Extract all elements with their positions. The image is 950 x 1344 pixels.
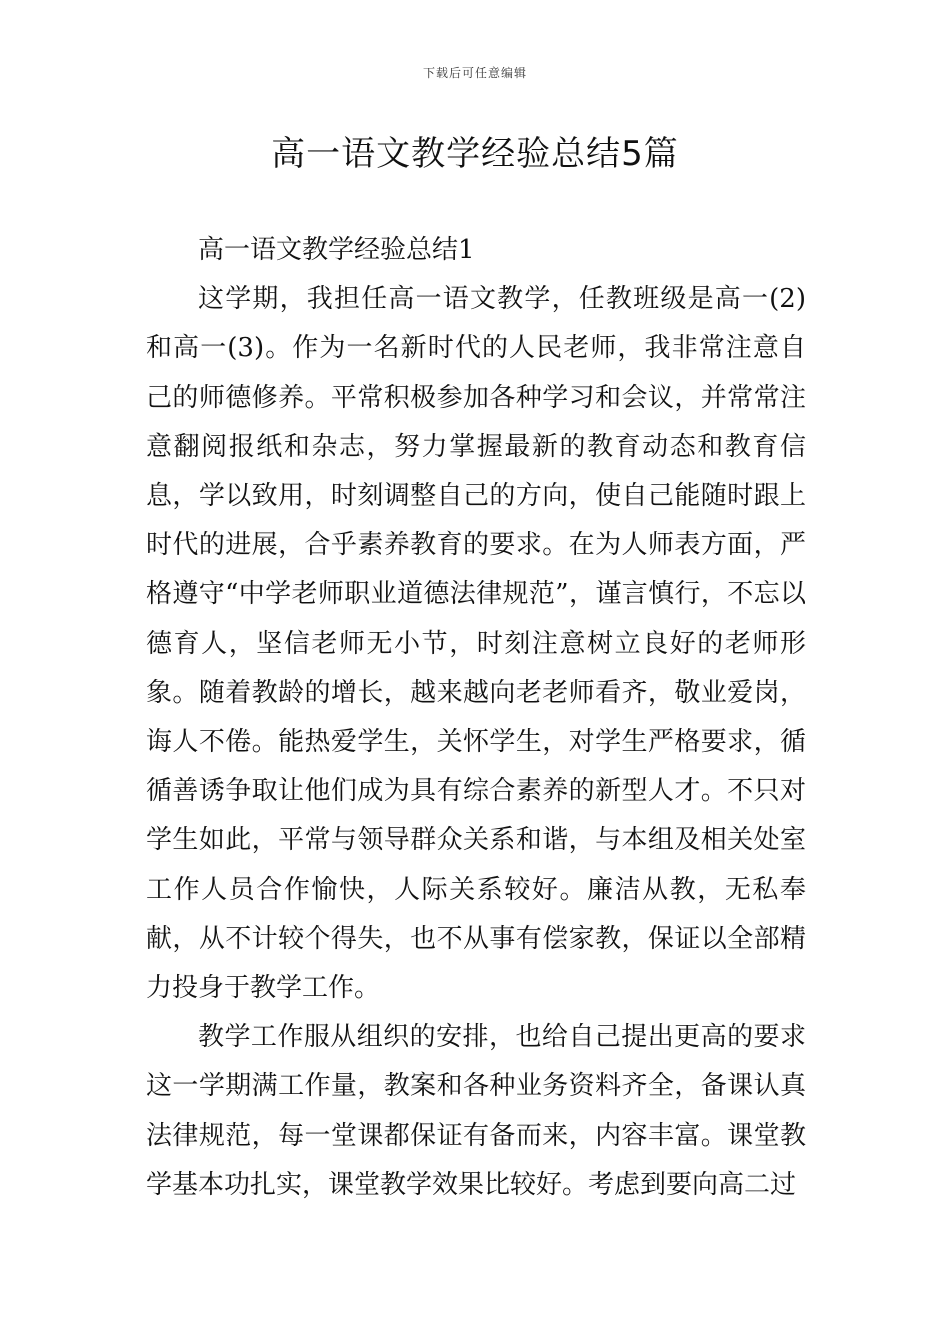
paragraph-2: 教学工作服从组织的安排，也给自己提出更高的要求这一学期满工作量，教案和各种业务资料齐全，备课认真法律规范，每一堂课都保证有备而来，内容丰富。课堂教学基本功扎实，课堂教学效果比较好。考虑到要向高二过 [146,1022,806,1200]
paragraph-1: 这学期，我担任高一语文教学，任教班级是高一(2)和高一(3)。作为一名新时代的人民老师，我非常注意自己的师德修养。平常积极参加各种学习和会议，并常常注意翻阅报纸和杂志，努力掌握最新的教育动态和教育信息，学以致用，时刻调整自己的方向，使自己能随时跟上时代的进展，合乎素养教育的要求。在为人师表方面，严格遵守“中学老师职业道德法律规范”，谨言慎行，不忘以德育人，坚信老师无小节，时刻注意树立良好的老师形象。随着教龄的增长，越来越向老老师看齐，敬业爱岗，诲人不倦。能热爱学生，关怀学生，对学生严格要求，循循善诱争取让他们成为具有综合素养的新型人才。不只对学生如此，平常与领导群众关系和谐，与本组及相关处室工作人员合作愉快，人际关系较好。廉洁从教，无私奉献，从不计较个得失，也不从事有偿家教，保证以全部精力投身于教学工作。 [146,284,806,1004]
document-title: 高一语文教学经验总结5篇 [271,134,679,174]
header-note: 下载后可任意编辑 [422,66,527,80]
document-body [146,226,806,1210]
section-heading: 高一语文教学经验总结1 [198,235,475,265]
